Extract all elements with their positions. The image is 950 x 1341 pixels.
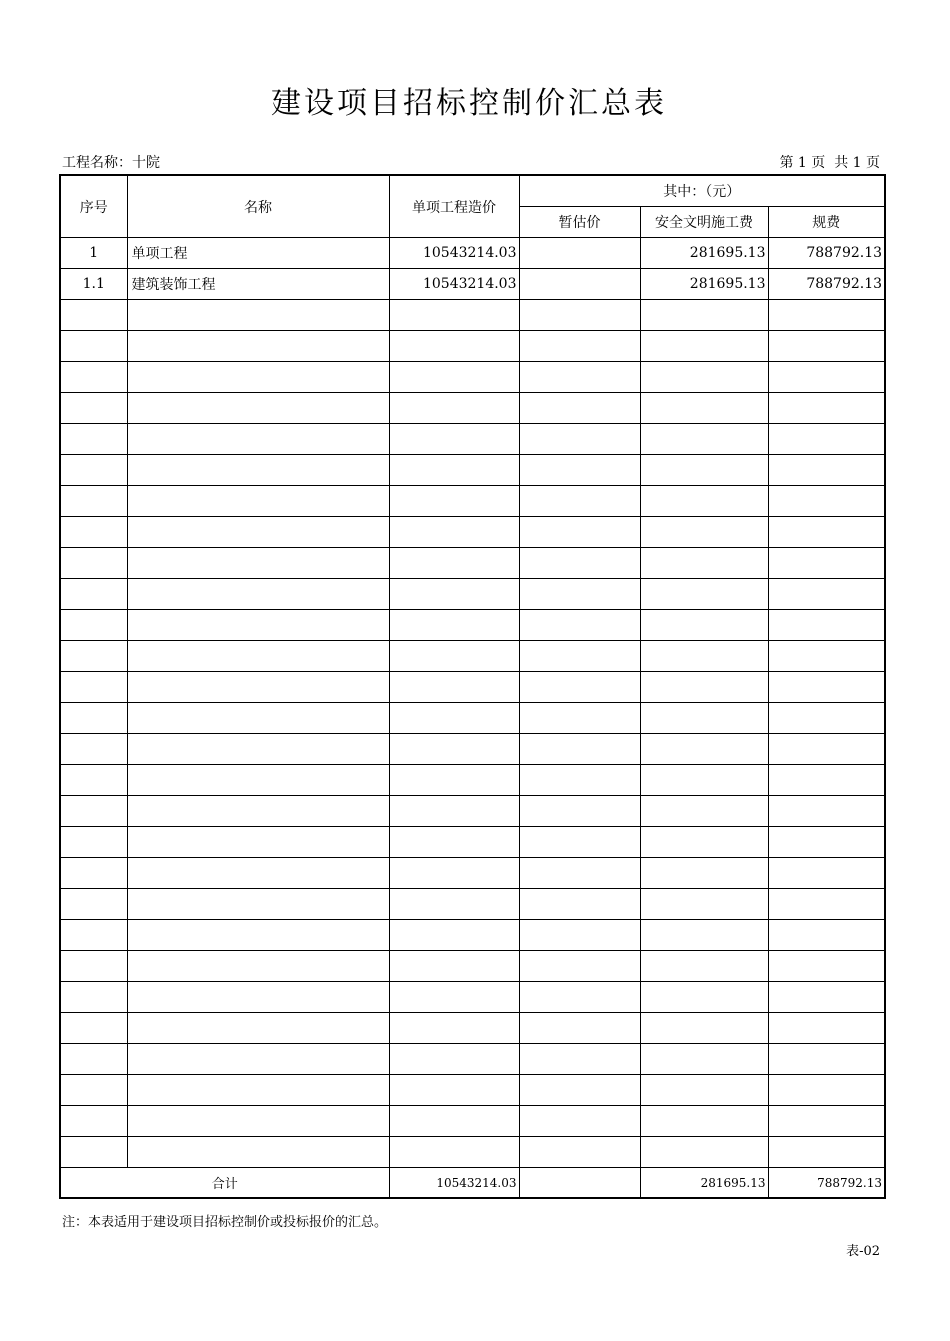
row-seq[interactable] xyxy=(60,1013,127,1044)
row-provisional[interactable] xyxy=(519,455,640,486)
table-row xyxy=(60,269,885,300)
row-name[interactable] xyxy=(127,1075,389,1106)
row-cost[interactable] xyxy=(389,765,519,796)
row-cost[interactable] xyxy=(389,1106,519,1137)
total-row xyxy=(60,1168,885,1199)
row-cost[interactable] xyxy=(389,951,519,982)
row-safety[interactable] xyxy=(640,703,768,734)
row-fees[interactable] xyxy=(768,951,885,982)
row-safety[interactable] xyxy=(640,1137,768,1168)
row-name[interactable] xyxy=(127,889,389,920)
row-seq[interactable] xyxy=(60,486,127,517)
row-provisional[interactable] xyxy=(519,1106,640,1137)
row-seq[interactable] xyxy=(60,579,127,610)
total-cost[interactable]: 10543214.03 xyxy=(389,1168,519,1199)
row-safety[interactable] xyxy=(640,517,768,548)
row-provisional[interactable] xyxy=(519,1075,640,1106)
header-safety: 安全文明施工费 xyxy=(640,207,768,238)
row-safety[interactable] xyxy=(640,486,768,517)
row-fees[interactable] xyxy=(768,331,885,362)
row-name[interactable] xyxy=(127,765,389,796)
row-seq[interactable] xyxy=(60,424,127,455)
row-cost[interactable] xyxy=(389,362,519,393)
row-fees[interactable] xyxy=(768,455,885,486)
row-cost[interactable] xyxy=(389,1075,519,1106)
row-seq[interactable] xyxy=(60,1137,127,1168)
row-fees[interactable] xyxy=(768,1044,885,1075)
row-provisional[interactable] xyxy=(519,238,640,269)
row-provisional[interactable] xyxy=(519,517,640,548)
row-name[interactable] xyxy=(127,610,389,641)
row-fees[interactable] xyxy=(768,889,885,920)
row-name[interactable] xyxy=(127,641,389,672)
row-cost[interactable] xyxy=(389,1013,519,1044)
row-provisional[interactable] xyxy=(519,1137,640,1168)
row-fees[interactable] xyxy=(768,486,885,517)
row-fees[interactable] xyxy=(768,424,885,455)
total-fees[interactable]: 788792.13 xyxy=(768,1168,885,1199)
row-fees[interactable] xyxy=(768,858,885,889)
row-cost[interactable] xyxy=(389,486,519,517)
empty-row xyxy=(60,362,885,393)
empty-row xyxy=(60,765,885,796)
empty-row xyxy=(60,1013,885,1044)
row-seq[interactable] xyxy=(60,672,127,703)
row-seq[interactable] xyxy=(60,517,127,548)
row-provisional[interactable] xyxy=(519,300,640,331)
row-fees[interactable] xyxy=(768,579,885,610)
empty-row xyxy=(60,982,885,1013)
empty-row xyxy=(60,641,885,672)
row-safety[interactable] xyxy=(640,424,768,455)
row-cost[interactable] xyxy=(389,982,519,1013)
row-safety[interactable] xyxy=(640,951,768,982)
row-safety[interactable] xyxy=(640,548,768,579)
row-name[interactable] xyxy=(127,920,389,951)
row-fees[interactable] xyxy=(768,362,885,393)
row-fees[interactable] xyxy=(768,1106,885,1137)
row-provisional[interactable] xyxy=(519,920,640,951)
summary-table xyxy=(59,174,886,1199)
empty-row xyxy=(60,1106,885,1137)
row-seq[interactable] xyxy=(60,455,127,486)
row-fees[interactable] xyxy=(768,734,885,765)
row-name[interactable] xyxy=(127,393,389,424)
row-seq[interactable] xyxy=(60,548,127,579)
empty-row xyxy=(60,548,885,579)
row-cost[interactable] xyxy=(389,703,519,734)
row-fees[interactable] xyxy=(768,393,885,424)
row-seq[interactable] xyxy=(60,765,127,796)
row-safety[interactable] xyxy=(640,920,768,951)
row-provisional[interactable] xyxy=(519,672,640,703)
row-name[interactable]: 单项工程 xyxy=(127,238,389,269)
row-provisional[interactable] xyxy=(519,951,640,982)
row-provisional[interactable] xyxy=(519,703,640,734)
row-provisional[interactable] xyxy=(519,486,640,517)
row-provisional[interactable] xyxy=(519,424,640,455)
row-seq[interactable] xyxy=(60,393,127,424)
row-provisional[interactable] xyxy=(519,269,640,300)
empty-row xyxy=(60,393,885,424)
empty-row xyxy=(60,455,885,486)
empty-row xyxy=(60,889,885,920)
row-name[interactable] xyxy=(127,1137,389,1168)
row-fees[interactable]: 788792.13 xyxy=(768,269,885,300)
row-fees[interactable] xyxy=(768,765,885,796)
row-safety[interactable] xyxy=(640,362,768,393)
row-name[interactable] xyxy=(127,796,389,827)
empty-row xyxy=(60,1044,885,1075)
row-seq[interactable] xyxy=(60,920,127,951)
row-seq[interactable]: 1 xyxy=(60,238,127,269)
row-safety[interactable] xyxy=(640,579,768,610)
row-safety[interactable] xyxy=(640,796,768,827)
row-safety[interactable] xyxy=(640,1013,768,1044)
empty-row xyxy=(60,920,885,951)
row-provisional[interactable] xyxy=(519,641,640,672)
row-seq[interactable] xyxy=(60,641,127,672)
row-fees[interactable] xyxy=(768,1013,885,1044)
row-name[interactable] xyxy=(127,455,389,486)
row-name[interactable] xyxy=(127,517,389,548)
row-safety[interactable] xyxy=(640,1075,768,1106)
row-provisional[interactable] xyxy=(519,982,640,1013)
row-name[interactable] xyxy=(127,1013,389,1044)
row-name[interactable]: 建筑装饰工程 xyxy=(127,269,389,300)
row-safety[interactable] xyxy=(640,641,768,672)
row-name[interactable] xyxy=(127,362,389,393)
row-safety[interactable] xyxy=(640,393,768,424)
row-cost[interactable]: 10543214.03 xyxy=(389,238,519,269)
row-fees[interactable] xyxy=(768,641,885,672)
header-provisional: 暂估价 xyxy=(519,207,640,238)
row-provisional[interactable] xyxy=(519,889,640,920)
row-fees[interactable] xyxy=(768,796,885,827)
row-seq[interactable] xyxy=(60,858,127,889)
row-safety[interactable] xyxy=(640,610,768,641)
header-fees: 规费 xyxy=(768,207,885,238)
row-name[interactable] xyxy=(127,734,389,765)
row-seq[interactable] xyxy=(60,982,127,1013)
row-provisional[interactable] xyxy=(519,362,640,393)
row-seq[interactable] xyxy=(60,1075,127,1106)
row-name[interactable] xyxy=(127,486,389,517)
row-fees[interactable] xyxy=(768,920,885,951)
row-cost[interactable] xyxy=(389,300,519,331)
row-cost[interactable] xyxy=(389,858,519,889)
empty-row xyxy=(60,1075,885,1106)
row-safety[interactable] xyxy=(640,982,768,1013)
row-cost[interactable]: 10543214.03 xyxy=(389,269,519,300)
row-safety[interactable] xyxy=(640,858,768,889)
row-seq[interactable] xyxy=(60,362,127,393)
row-cost[interactable] xyxy=(389,517,519,548)
row-provisional[interactable] xyxy=(519,1013,640,1044)
row-name[interactable] xyxy=(127,982,389,1013)
page-number: 第 1 页 共 1 页 xyxy=(779,155,880,171)
row-seq[interactable] xyxy=(60,827,127,858)
row-provisional[interactable] xyxy=(519,548,640,579)
row-seq[interactable] xyxy=(60,951,127,982)
row-safety[interactable] xyxy=(640,300,768,331)
row-provisional[interactable] xyxy=(519,858,640,889)
row-provisional[interactable] xyxy=(519,827,640,858)
row-seq[interactable] xyxy=(60,1106,127,1137)
total-label: 合计 xyxy=(60,1168,389,1199)
row-safety[interactable] xyxy=(640,455,768,486)
row-name[interactable] xyxy=(127,1106,389,1137)
header-seq: 序号 xyxy=(60,175,127,238)
row-name[interactable] xyxy=(127,672,389,703)
empty-row xyxy=(60,858,885,889)
row-seq[interactable] xyxy=(60,610,127,641)
row-safety[interactable] xyxy=(640,889,768,920)
row-seq[interactable] xyxy=(60,300,127,331)
form-number: 表-02 xyxy=(846,1244,880,1259)
row-cost[interactable] xyxy=(389,548,519,579)
row-safety[interactable] xyxy=(640,1044,768,1075)
header-name: 名称 xyxy=(127,175,389,238)
row-safety[interactable]: 281695.13 xyxy=(640,269,768,300)
row-provisional[interactable] xyxy=(519,579,640,610)
empty-row xyxy=(60,734,885,765)
row-provisional[interactable] xyxy=(519,796,640,827)
row-safety[interactable]: 281695.13 xyxy=(640,238,768,269)
row-name[interactable] xyxy=(127,331,389,362)
row-safety[interactable] xyxy=(640,331,768,362)
row-cost[interactable] xyxy=(389,610,519,641)
row-provisional[interactable] xyxy=(519,765,640,796)
row-cost[interactable] xyxy=(389,827,519,858)
row-safety[interactable] xyxy=(640,1106,768,1137)
empty-row xyxy=(60,1137,885,1168)
row-fees[interactable] xyxy=(768,548,885,579)
row-cost[interactable] xyxy=(389,579,519,610)
empty-row xyxy=(60,672,885,703)
project-name-line xyxy=(62,152,160,172)
row-fees[interactable] xyxy=(768,1137,885,1168)
row-fees[interactable] xyxy=(768,703,885,734)
row-fees[interactable]: 788792.13 xyxy=(768,238,885,269)
row-seq[interactable]: 1.1 xyxy=(60,269,127,300)
row-fees[interactable] xyxy=(768,827,885,858)
row-seq[interactable] xyxy=(60,1044,127,1075)
row-name[interactable] xyxy=(127,703,389,734)
row-cost[interactable] xyxy=(389,920,519,951)
row-seq[interactable] xyxy=(60,889,127,920)
row-name[interactable] xyxy=(127,827,389,858)
row-cost[interactable] xyxy=(389,1137,519,1168)
row-cost[interactable] xyxy=(389,672,519,703)
empty-row xyxy=(60,424,885,455)
empty-row xyxy=(60,331,885,362)
total-safety[interactable]: 281695.13 xyxy=(640,1168,768,1199)
row-name[interactable] xyxy=(127,300,389,331)
row-fees[interactable] xyxy=(768,1075,885,1106)
row-fees[interactable] xyxy=(768,672,885,703)
row-name[interactable] xyxy=(127,424,389,455)
empty-row xyxy=(60,517,885,548)
row-fees[interactable] xyxy=(768,300,885,331)
empty-row xyxy=(60,827,885,858)
header-among: 其中：（元） xyxy=(519,175,885,207)
row-safety[interactable] xyxy=(640,765,768,796)
row-seq[interactable] xyxy=(60,796,127,827)
row-fees[interactable] xyxy=(768,610,885,641)
row-name[interactable] xyxy=(127,1044,389,1075)
row-name[interactable] xyxy=(127,548,389,579)
row-name[interactable] xyxy=(127,951,389,982)
empty-row xyxy=(60,486,885,517)
empty-row xyxy=(60,610,885,641)
row-cost[interactable] xyxy=(389,331,519,362)
row-provisional[interactable] xyxy=(519,1044,640,1075)
row-cost[interactable] xyxy=(389,796,519,827)
total-provisional[interactable] xyxy=(519,1168,640,1199)
empty-row xyxy=(60,300,885,331)
row-seq[interactable] xyxy=(60,703,127,734)
row-provisional[interactable] xyxy=(519,734,640,765)
row-cost[interactable] xyxy=(389,641,519,672)
row-cost[interactable] xyxy=(389,393,519,424)
row-safety[interactable] xyxy=(640,672,768,703)
empty-row xyxy=(60,951,885,982)
project-name-value: 十院 xyxy=(132,155,160,171)
row-safety[interactable] xyxy=(640,827,768,858)
row-cost[interactable] xyxy=(389,455,519,486)
header-cost: 单项工程造价 xyxy=(389,175,519,238)
row-name[interactable] xyxy=(127,858,389,889)
row-fees[interactable] xyxy=(768,517,885,548)
row-fees[interactable] xyxy=(768,982,885,1013)
table-body xyxy=(60,238,885,1168)
row-name[interactable] xyxy=(127,579,389,610)
row-cost[interactable] xyxy=(389,1044,519,1075)
row-seq[interactable] xyxy=(60,734,127,765)
empty-row xyxy=(60,703,885,734)
row-provisional[interactable] xyxy=(519,393,640,424)
row-safety[interactable] xyxy=(640,734,768,765)
row-cost[interactable] xyxy=(389,424,519,455)
row-cost[interactable] xyxy=(389,734,519,765)
project-name-label: 工程名称： xyxy=(62,155,132,171)
footnote: 注：本表适用于建设项目招标控制价或投标报价的汇总。 xyxy=(62,1215,388,1230)
empty-row xyxy=(60,579,885,610)
row-cost[interactable] xyxy=(389,889,519,920)
page-title: 建设项目招标控制价汇总表 xyxy=(271,86,667,121)
empty-row xyxy=(60,796,885,827)
row-provisional[interactable] xyxy=(519,610,640,641)
row-seq[interactable] xyxy=(60,331,127,362)
table-row xyxy=(60,238,885,269)
row-provisional[interactable] xyxy=(519,331,640,362)
